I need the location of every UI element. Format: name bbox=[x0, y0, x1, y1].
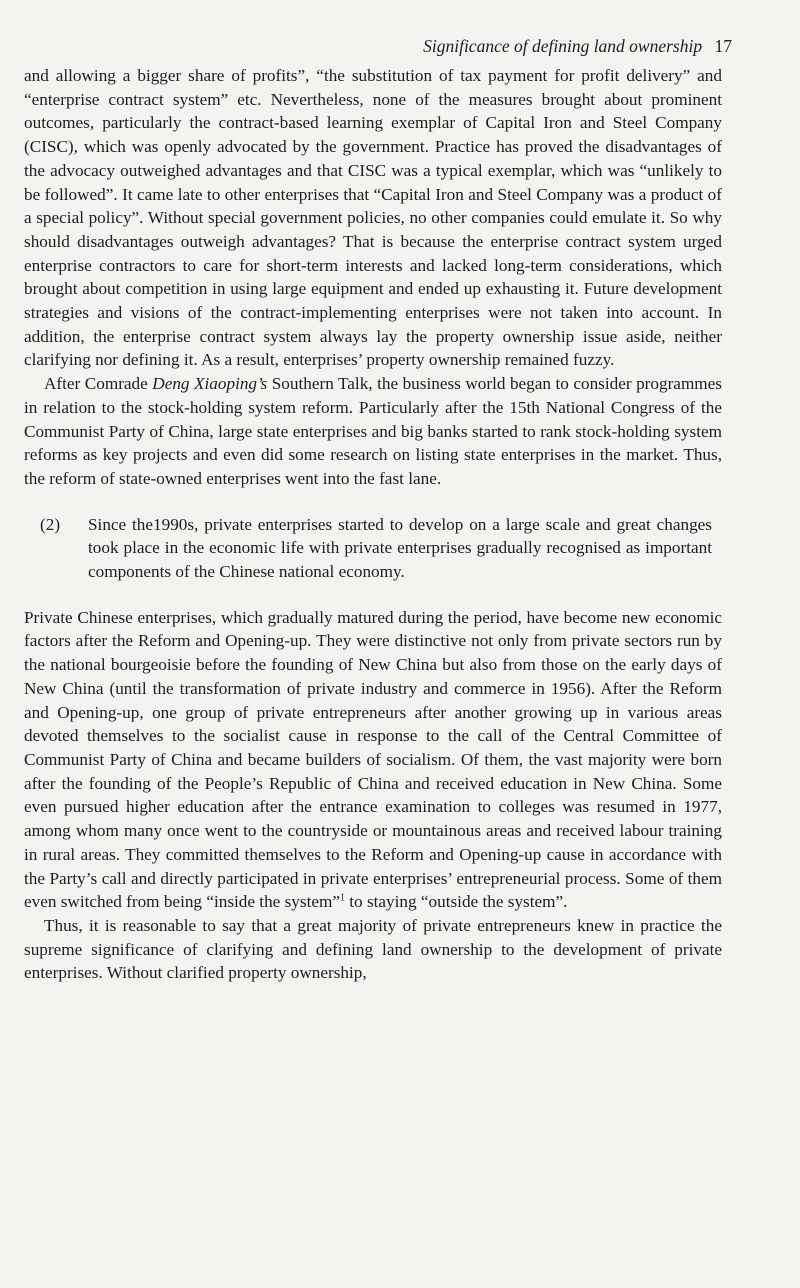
numbered-heading bbox=[40, 513, 722, 584]
paragraph-private-enterprises bbox=[24, 606, 722, 914]
page-number: 17 bbox=[714, 36, 732, 56]
paragraph-tail: to staying “outside the system”. bbox=[344, 892, 568, 912]
paragraph-continued: and allowing a bigger share of profits”, “the substitution of tax payment for profit delivery” and “enterprise contract system” etc. Nevertheless, none of the measures brought about prominent outcomes, particularly the contract-based learning exemplar of Capital Iron and Steel Company (CISC), which was openly advocated by the government. Practice has proved the disadvantages of the advocacy outweighed advantages and that CISC was a typical exemplar, which was “unlikely to be followed”. It came late to other enterprises that “Capital Iron and Steel Company was a product of a special policy”. Without special government policies, no other companies could emulate it. So why should disadvantages outweigh advantages? That is because the enterprise contract system urged enterprise contractors to care for short-term interests and lacked long-term considerations, which brought about competition in using large equipment and ended up exhausting it. Future development strategies and visions of the contract-implementing enterprises were not taken into account. In addition, the enterprise contract system always lay the property ownership issue aside, neither clarifying nor defining it. As a result, enterprises’ property ownership remained fuzzy. bbox=[24, 66, 722, 370]
footnote-marker[interactable]: 1 bbox=[339, 892, 345, 904]
paragraph-southern-talk bbox=[24, 372, 722, 491]
paragraph-main: Private Chinese enterprises, which gradually matured during the period, have become new economic factors after the Reform and Opening-up. They were distinctive not only from private sectors run by the national bourgeoisie before the founding of New China but also from those on the early days of New China (until the transformation of private industry and commerce in 1956). After the Reform and Opening-up, one group of private entrepreneurs after another growing up in various areas devoted themselves to the socialist cause in response to the call of the Central Committee of Communist Party of China and became builders of socialism. Of them, the vast majority were born after the founding of the People’s Republic of China and received education in New China. Some even pursued higher education after the entrance examination to colleges was resumed in 1977, among whom many once went to the countryside or mountainous areas and received labour training in rural areas. They committed themselves to the Reform and Opening-up cause in accordance with the Party’s call and directly participated in private enterprises’ entrepreneurial process. Some of them even switched from being “inside the system” bbox=[24, 607, 722, 912]
item-number: (2) bbox=[40, 514, 61, 534]
paragraph-lead: After Comrade bbox=[44, 374, 153, 394]
person-name: Deng Xiaoping’s bbox=[152, 374, 268, 394]
running-header bbox=[24, 34, 732, 58]
paragraph-conclusion: Thus, it is reasonable to say that a great majority of private entrepreneurs knew in practice the supreme significance of clarifying and defining land ownership to the development of private enterprises. Without clarified property ownership, bbox=[24, 915, 722, 983]
paragraph-rest: Southern Talk, the business world began to consider programmes in relation to the stock-holding system reform. Particularly after the 15th National Congress of the Communist Party of China, large state enterprises and big banks started to rank stock-holding system reforms as key projects and even did some research on listing state enterprises in the market. Thus, the reform of state-owned enterprises went into the fast lane. bbox=[24, 374, 722, 488]
running-header-title: Significance of defining land ownership bbox=[423, 36, 703, 56]
item-text: Since the1990s, private enterprises started to develop on a large scale and great changes took place in the economic life with private enterprises gradually recognised as important components of the Chinese national economy. bbox=[88, 514, 712, 582]
